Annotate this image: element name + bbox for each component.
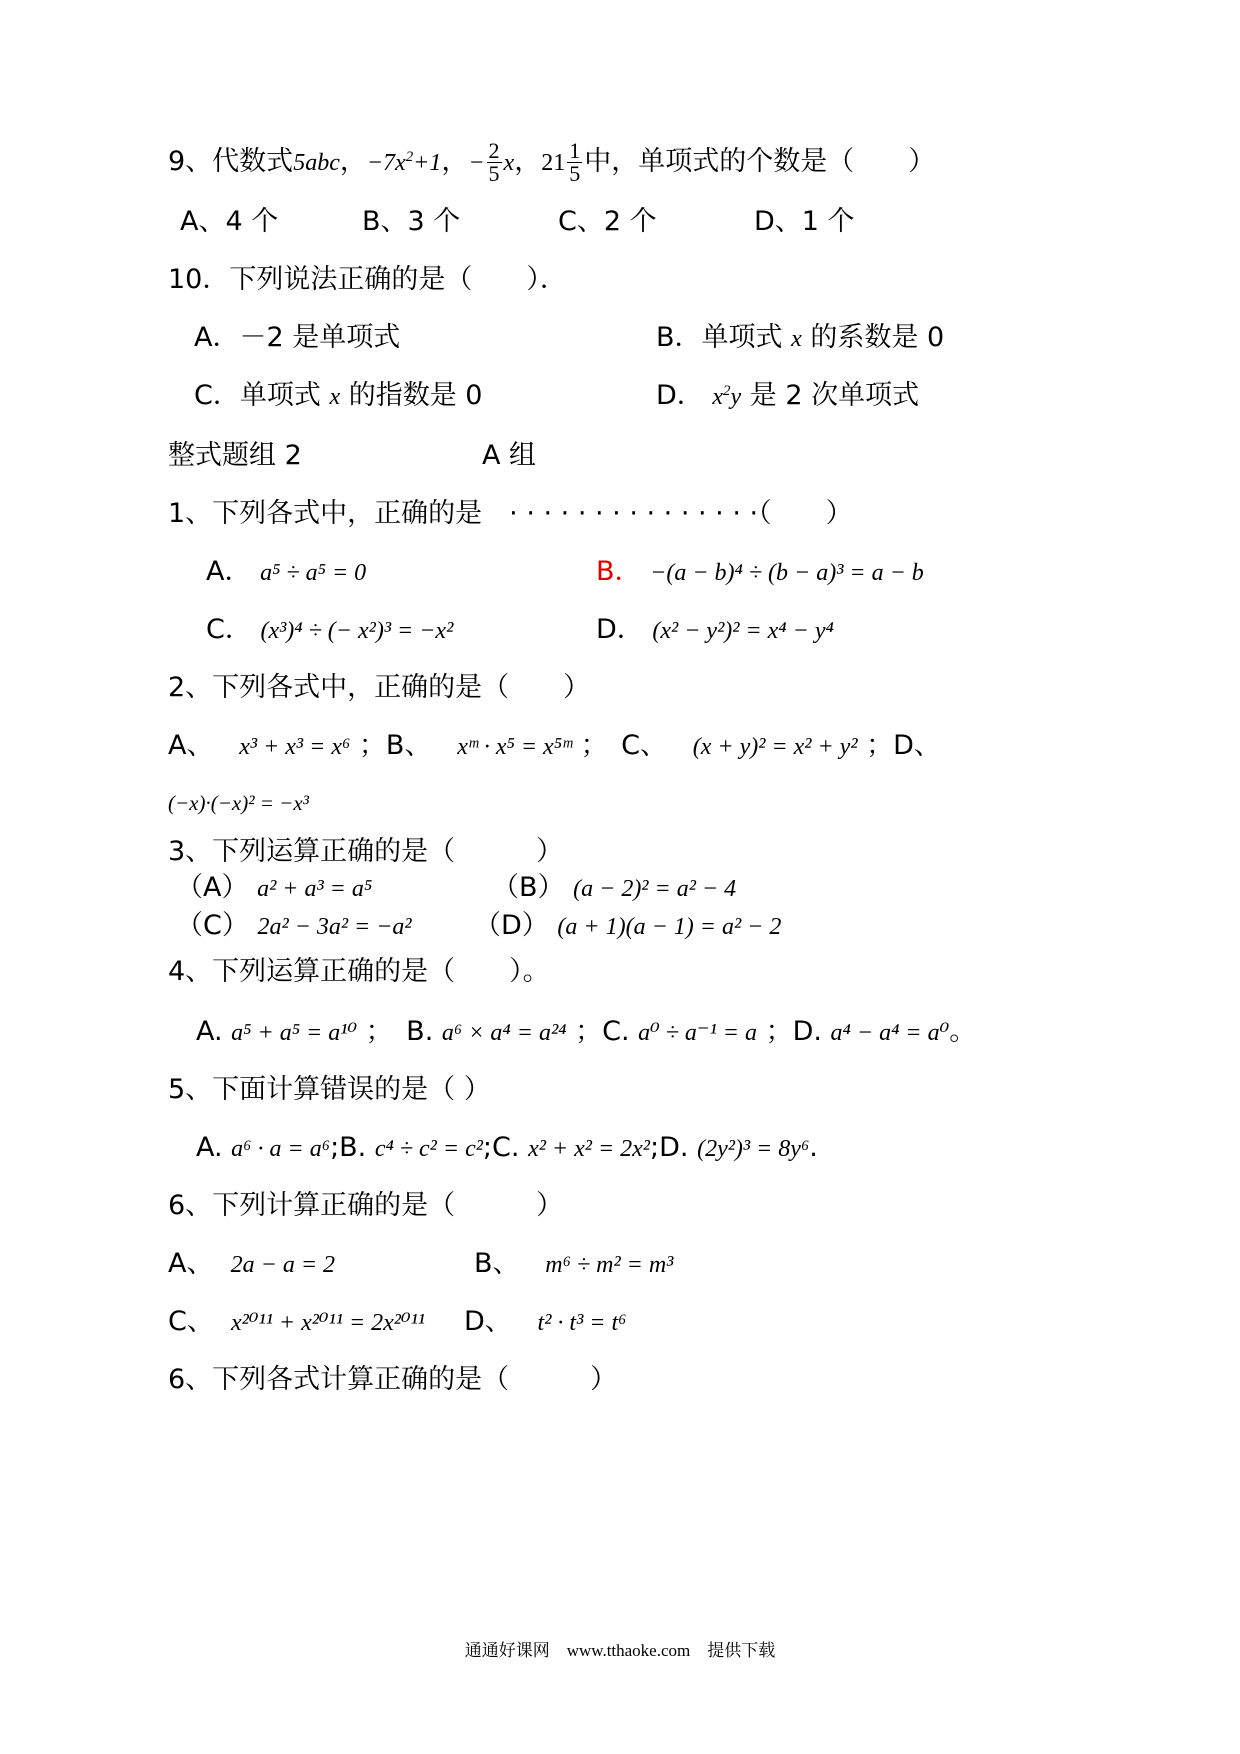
p3-b-math: (a − 2)² = a² − 4 (573, 876, 737, 902)
q9-option-b: B、3 个 (362, 206, 461, 237)
p3-a-math: a² + a³ = a⁵ (257, 876, 373, 902)
p6-option-d (464, 1302, 626, 1343)
q9-option-a: A、4 个 (180, 206, 279, 237)
q10-stem: 10．下列说法正确的是（ ）． (168, 264, 567, 295)
p6-c-label: C、 (168, 1306, 214, 1337)
q10-b-post: 的系数是 0 (810, 322, 945, 353)
p1-d-math: (x² − y²)² = x⁴ − y⁴ (652, 618, 834, 644)
p3-option-b (492, 868, 736, 909)
q9-mixed-den: 5 (569, 161, 581, 186)
p5-b-math: c⁴ ÷ c² = c² (374, 1136, 483, 1162)
q9-frac-den: 5 (488, 161, 500, 186)
q10-option-d (656, 376, 919, 417)
p1-b-label: B． (596, 556, 642, 587)
p3-stem: 3、下列运算正确的是（ ） (168, 836, 564, 867)
p4-a-math: a⁵ + a⁵ = a¹⁰ (231, 1020, 358, 1046)
q10-d-var: y (730, 384, 742, 410)
p5-c-label: ;C. (482, 1132, 520, 1163)
q9-expr-1: 5abc (293, 150, 340, 176)
q9-option-c: C、2 个 (558, 206, 657, 237)
q9-neg-sign: − (468, 150, 485, 176)
q10-b-pre: B．单项式 (656, 322, 783, 353)
q9-expr-2-base: −7x (366, 150, 406, 176)
q10-option-c (194, 376, 482, 417)
p2-d-label: ；D、 (866, 730, 941, 761)
p3-option-a (176, 868, 372, 909)
p6-d-math: t² · t³ = t⁶ (537, 1310, 627, 1336)
q9-mixed-fraction (567, 140, 582, 185)
q9-expr-2-exp: 2 (405, 149, 414, 165)
p4-d-label: ；D. (765, 1016, 822, 1047)
p5-c-math: x² + x² = 2x² (528, 1136, 650, 1162)
p2-a-label: A、 (168, 730, 214, 761)
p6-b-label: B、 (474, 1248, 520, 1279)
p5-end: . (809, 1132, 818, 1163)
q10-option-a: A．－2 是单项式 (194, 322, 401, 353)
p3-option-c (176, 906, 412, 947)
p1-c-math: (x³)⁴ ÷ (− x²)³ = −x² (260, 618, 454, 644)
p5-stem: 5、下面计算错误的是（ ） (168, 1074, 491, 1105)
p2-a-math: x³ + x³ = x⁶ (239, 734, 351, 760)
q10-c-post: 的指数是 0 (348, 380, 483, 411)
p2-options (168, 726, 941, 767)
p5-d-math: (2y²)³ = 8y⁶ (697, 1136, 810, 1162)
p2-b-math: xᵐ · x⁵ = x⁵ᵐ (457, 734, 573, 760)
p7-stem: 6、下列各式计算正确的是（ ） (168, 1364, 618, 1395)
p4-stem: 4、下列运算正确的是（ ）。 (168, 956, 550, 987)
p4-options (196, 1012, 976, 1053)
p3-d-math: (a + 1)(a − 1) = a² − 2 (557, 914, 782, 940)
q9-sep: ， (339, 146, 367, 177)
p1-option-c (206, 610, 453, 651)
p2-option-d-math (168, 782, 309, 823)
p2-c-math: (x + y)² = x² + y² (692, 734, 858, 760)
q9-mixed-whole: 21 (541, 150, 566, 176)
q10-d-base: x (712, 384, 724, 410)
p6-option-a (168, 1244, 335, 1285)
q9-sep: ， (441, 146, 469, 177)
p6-c-math: x²⁰¹¹ + x²⁰¹¹ = 2x²⁰¹¹ (231, 1310, 425, 1336)
q10-c-var: x (329, 384, 341, 410)
p4-a-label: A. (196, 1016, 223, 1047)
p2-stem: 2、下列各式中，正确的是（ ） (168, 672, 591, 703)
p1-stem: 1、下列各式中，正确的是 · · · · · · · · · · · · · · ·（ ） (168, 498, 853, 529)
q9-expr-2 (367, 150, 442, 176)
q10-d-math (712, 384, 741, 410)
p2-c-label: ； C、 (580, 730, 668, 761)
q9-prefix: 9、代数式 (168, 146, 294, 177)
p1-b-math: −(a − b)⁴ ÷ (b − a)³ = a − b (650, 560, 924, 586)
p3-c-label: （C） (176, 910, 249, 941)
p6-option-b (474, 1244, 673, 1285)
p3-b-label: （B） (492, 872, 565, 903)
q10-d-pre: D． (656, 380, 704, 411)
p2-d-math: (−x)·(−x)² = −x³ (168, 791, 309, 815)
p1-option-a (206, 552, 366, 593)
q10-d-post: 是 2 次单项式 (749, 380, 920, 411)
p1-option-d (596, 610, 834, 651)
p5-a-label: A. (196, 1132, 223, 1163)
q10-c-pre: C．单项式 (194, 380, 321, 411)
p4-b-math: a⁶ × a⁴ = a²⁴ (441, 1020, 567, 1046)
p3-a-label: （A） (176, 872, 249, 903)
q9-frac-num: 2 (488, 138, 500, 163)
p4-end: 。 (949, 1016, 977, 1047)
q9-expr-2-tail: +1 (413, 150, 442, 176)
q9-fraction (487, 140, 502, 185)
group-label: A 组 (482, 440, 537, 471)
p2-b-label: ；B、 (358, 730, 432, 761)
q9-suffix: 中，单项式的个数是（ ） (584, 146, 936, 177)
p6-a-label: A、 (168, 1248, 214, 1279)
q9-option-d: D、1 个 (754, 206, 855, 237)
p3-c-math: 2a² − 3a² = −a² (257, 914, 412, 940)
p6-b-math: m⁶ ÷ m² = m³ (545, 1252, 674, 1278)
q9-mixed-num: 1 (569, 138, 581, 163)
p6-option-c (168, 1302, 425, 1343)
p4-c-math: a⁰ ÷ a⁻¹ = a (638, 1020, 757, 1046)
q9-expr-3-var: x (503, 150, 515, 176)
page-footer: 通通好课网 www.tthaoke.com 提供下载 (464, 1641, 776, 1660)
p5-b-label: ;B. (330, 1132, 367, 1163)
q9-stem (168, 140, 935, 185)
p3-option-d (474, 906, 781, 947)
q10-b-var: x (791, 326, 802, 352)
p6-d-label: D、 (464, 1306, 512, 1337)
p1-c-label: C． (206, 614, 252, 645)
q10-d-exp: 2 (723, 383, 731, 399)
group-title: 整式题组 2 (168, 440, 302, 471)
p4-b-label: ； B. (365, 1016, 434, 1047)
p1-a-math: a⁵ ÷ a⁵ = 0 (260, 560, 367, 586)
p5-d-label: ;D. (650, 1132, 689, 1163)
p5-options (196, 1128, 818, 1169)
q10-option-b (656, 318, 944, 359)
p5-a-math: a⁶ · a = a⁶ (231, 1136, 331, 1162)
p6-stem: 6、下列计算正确的是（ ） (168, 1190, 564, 1221)
p1-a-label: A． (206, 556, 252, 587)
p3-d-label: （D） (474, 910, 549, 941)
p1-d-label: D． (596, 614, 644, 645)
q9-sep: ， (514, 146, 542, 177)
p4-c-label: ；C. (575, 1016, 630, 1047)
p6-a-math: 2a − a = 2 (230, 1252, 336, 1278)
p4-d-math: a⁴ − a⁴ = a⁰ (830, 1020, 950, 1046)
p1-option-b (596, 552, 924, 593)
